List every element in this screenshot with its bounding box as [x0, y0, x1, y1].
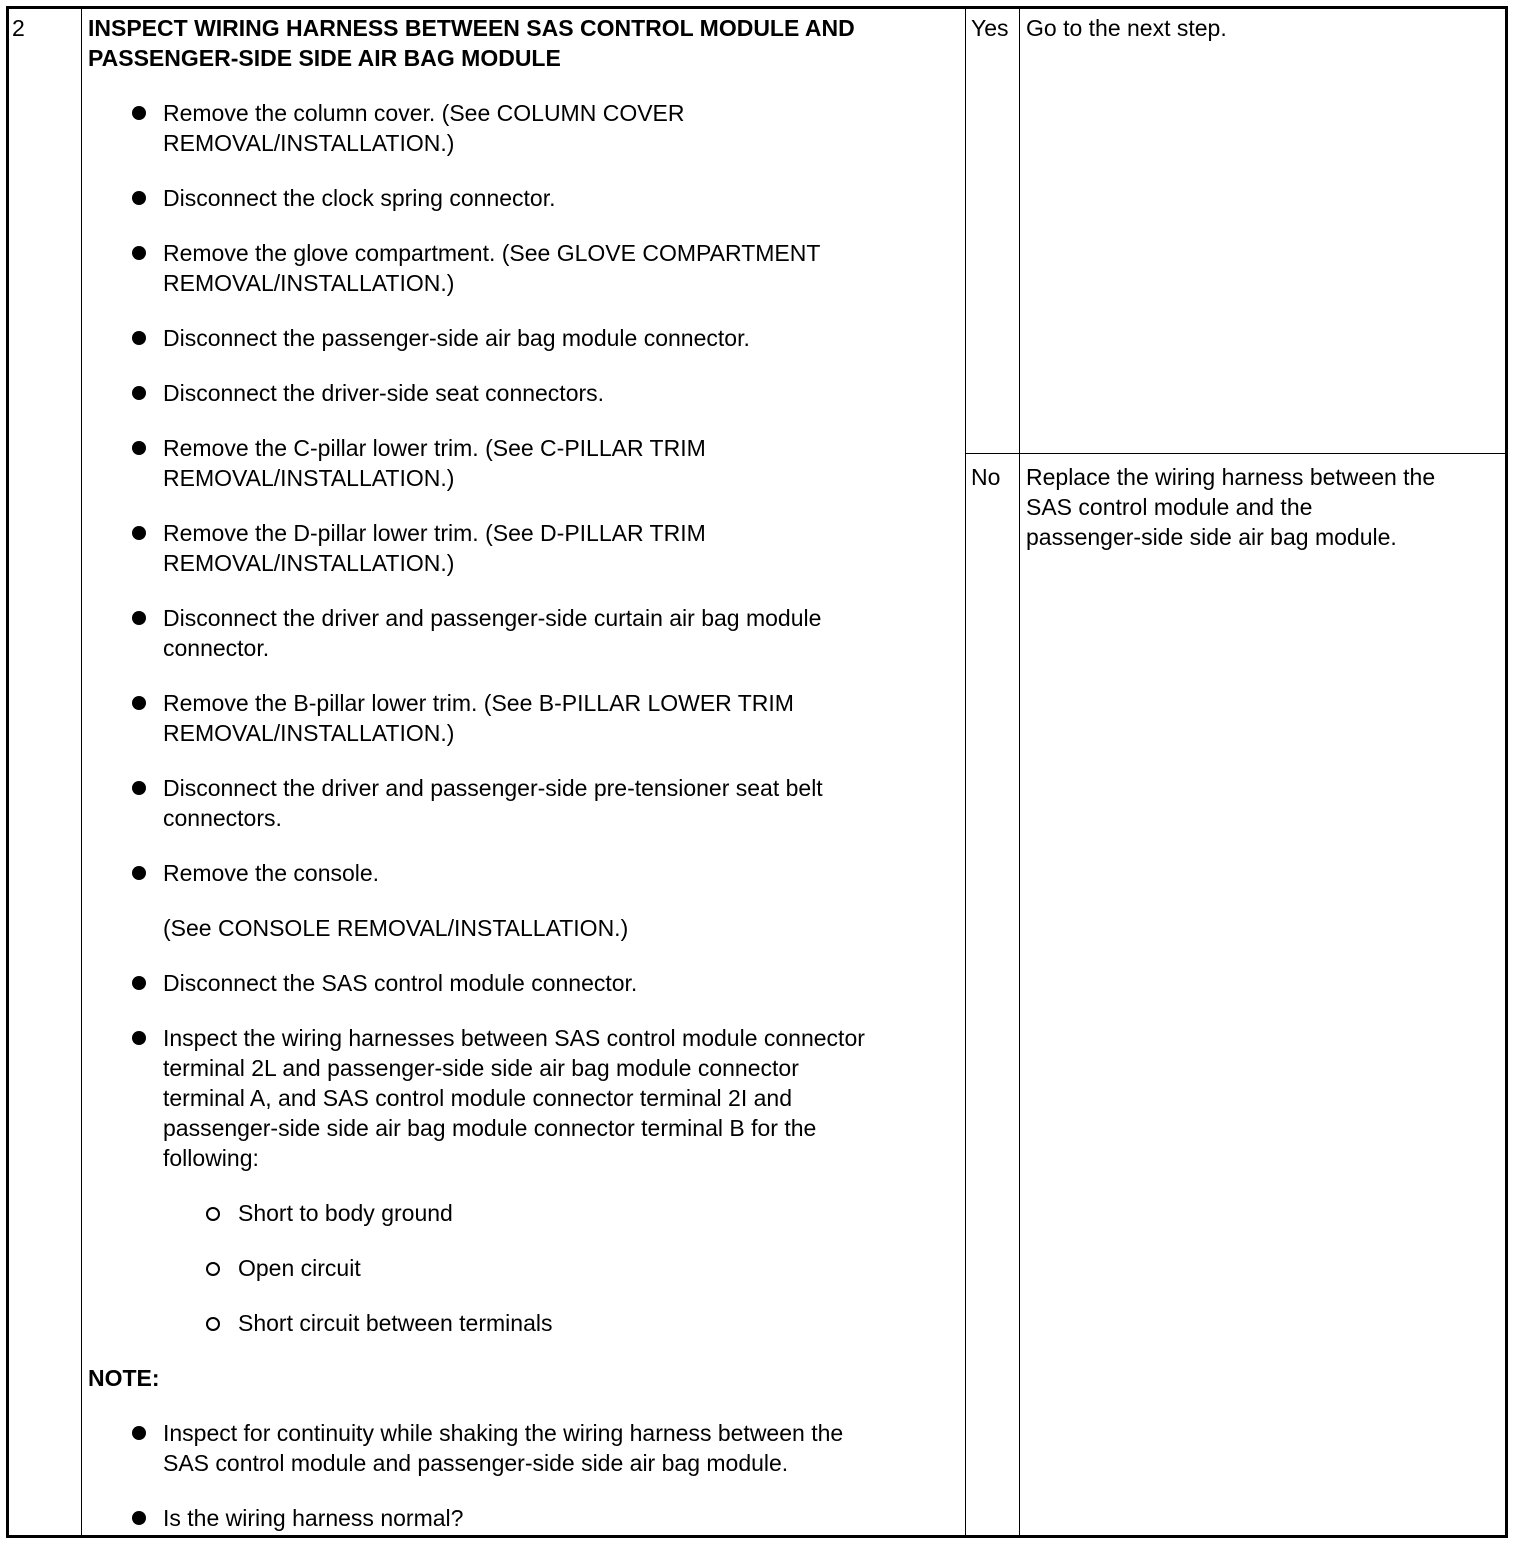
hollow-bullet-icon: [206, 1317, 220, 1331]
list-item-text: Inspect for continuity while shaking the wiring harness between the: [163, 1420, 844, 1446]
bullet-icon: [132, 781, 146, 795]
step-title: [88, 13, 855, 73]
list-item-text: REMOVAL/INSTALLATION.): [163, 550, 455, 576]
bullet-icon: [132, 1426, 146, 1440]
list-item-text: passenger-side side air bag module connector terminal B for the: [163, 1115, 817, 1141]
sub-list-item-text: Open circuit: [238, 1255, 361, 1281]
sub-list-item-text: Short to body ground: [238, 1200, 453, 1226]
hollow-bullet-icon: [206, 1262, 220, 1276]
result-no-action: [1026, 462, 1435, 552]
list-item-text: SAS control module and passenger-side side air bag module.: [163, 1450, 789, 1476]
result-no-action-line: passenger-side side air bag module.: [1026, 524, 1397, 550]
list-item-text: Disconnect the driver-side seat connectors.: [163, 380, 605, 406]
list-item-text: Disconnect the clock spring connector.: [163, 185, 556, 211]
step-number: 2: [12, 15, 25, 41]
list-item-text: Disconnect the driver and passenger-side pre-tensioner seat belt: [163, 775, 823, 801]
result-no-action-line: Replace the wiring harness between the: [1026, 464, 1436, 490]
step-title-line: PASSENGER-SIDE SIDE AIR BAG MODULE: [88, 45, 561, 71]
bullet-icon: [132, 331, 146, 345]
console-reference: (See CONSOLE REMOVAL/INSTALLATION.): [163, 915, 629, 941]
list-item-text: REMOVAL/INSTALLATION.): [163, 130, 455, 156]
list-item-text: Remove the column cover. (See COLUMN COVER: [163, 100, 685, 126]
list-item-text: following:: [163, 1145, 259, 1171]
column-divider-result: [965, 6, 966, 1538]
result-yes-action-line: Go to the next step.: [1026, 15, 1227, 41]
list-item-text: terminal A, and SAS control module connector terminal 2I and: [163, 1085, 793, 1111]
list-item-text: Disconnect the driver and passenger-side curtain air bag module: [163, 605, 822, 631]
bullet-icon: [132, 191, 146, 205]
bullet-icon: [132, 1511, 146, 1525]
result-no-label: No: [971, 464, 1001, 490]
list-item-text: Disconnect the passenger-side air bag module connector.: [163, 325, 750, 351]
bullet-icon: [132, 246, 146, 260]
column-divider-step: [81, 6, 82, 1538]
bullet-icon: [132, 386, 146, 400]
row-divider-yes-no: [965, 453, 1508, 454]
sub-list-item-text: Short circuit between terminals: [238, 1310, 553, 1336]
bullet-icon: [132, 611, 146, 625]
bullet-icon: [132, 441, 146, 455]
result-yes-action: [1026, 13, 1227, 43]
list-item-text: connector.: [163, 635, 270, 661]
bullet-icon: [132, 696, 146, 710]
result-yes-label: Yes: [971, 15, 1009, 41]
list-item-text: Inspect the wiring harnesses between SAS control module connector: [163, 1025, 865, 1051]
bullet-icon: [132, 526, 146, 540]
list-item-text: REMOVAL/INSTALLATION.): [163, 720, 455, 746]
list-item-text: Disconnect the SAS control module connector.: [163, 970, 638, 996]
table-frame: [6, 6, 1508, 1538]
list-item-text: Is the wiring harness normal?: [163, 1505, 464, 1531]
list-item-text: Remove the console.: [163, 860, 380, 886]
list-item-text: REMOVAL/INSTALLATION.): [163, 270, 455, 296]
list-item-text: Remove the glove compartment. (See GLOVE COMPARTMENT: [163, 240, 821, 266]
list-item-text: Remove the B-pillar lower trim. (See B-PILLAR LOWER TRIM: [163, 690, 794, 716]
list-item-text: Remove the D-pillar lower trim. (See D-PILLAR TRIM: [163, 520, 706, 546]
list-item-text: terminal 2L and passenger-side side air bag module connector: [163, 1055, 799, 1081]
note-label: NOTE:: [88, 1365, 160, 1391]
bullet-icon: [132, 1031, 146, 1045]
list-item-text: connectors.: [163, 805, 282, 831]
column-divider-action: [1019, 6, 1020, 1538]
list-item-text: REMOVAL/INSTALLATION.): [163, 465, 455, 491]
bullet-icon: [132, 866, 146, 880]
list-item-text: Remove the C-pillar lower trim. (See C-PILLAR TRIM: [163, 435, 706, 461]
bullet-icon: [132, 976, 146, 990]
hollow-bullet-icon: [206, 1207, 220, 1221]
bullet-icon: [132, 106, 146, 120]
result-no-action-line: SAS control module and the: [1026, 494, 1313, 520]
step-title-line: INSPECT WIRING HARNESS BETWEEN SAS CONTROL MODULE AND: [88, 15, 855, 41]
